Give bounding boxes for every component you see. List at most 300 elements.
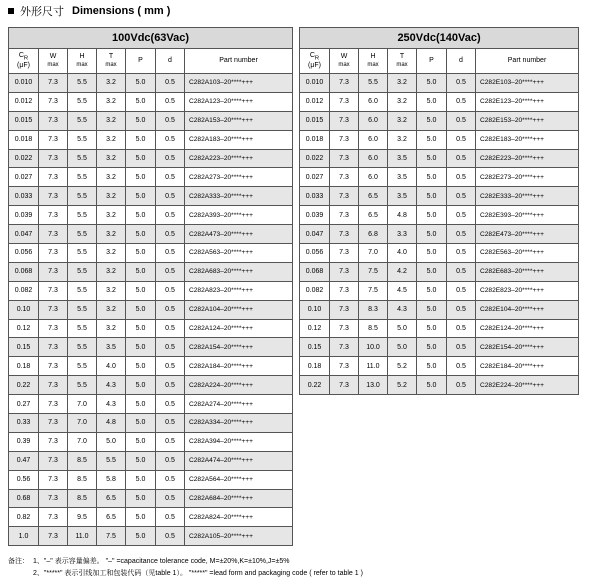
cell-height: 6.0 xyxy=(359,168,388,187)
cell-width: 7.3 xyxy=(39,432,68,451)
cell-capacitance: 1.0 xyxy=(9,527,39,546)
cell-width: 7.3 xyxy=(330,130,359,149)
cell-width: 7.3 xyxy=(39,168,68,187)
notes-label: 备注： xyxy=(8,558,29,565)
col-part-number: Part number xyxy=(476,49,579,74)
cell-part-number: C282E333–20****+++ xyxy=(476,187,579,206)
cell-pitch: 5.0 xyxy=(126,187,156,206)
cell-pitch: 5.0 xyxy=(417,357,447,376)
column-header-row xyxy=(300,49,579,74)
cell-capacitance: 0.12 xyxy=(9,319,39,338)
cell-lead-diameter: 0.5 xyxy=(156,206,185,225)
cell-capacitance: 0.010 xyxy=(9,74,39,93)
cell-capacitance: 0.039 xyxy=(300,206,330,225)
cell-width: 7.3 xyxy=(330,357,359,376)
cell-width: 7.3 xyxy=(39,376,68,395)
cell-width: 7.3 xyxy=(330,376,359,395)
column-header-row xyxy=(9,49,293,74)
col-width: W max xyxy=(39,49,68,74)
cell-thickness: 3.2 xyxy=(97,130,126,149)
cell-capacitance: 0.027 xyxy=(9,168,39,187)
cell-capacitance: 0.18 xyxy=(300,357,330,376)
cell-part-number: C282A153–20****+++ xyxy=(185,111,293,130)
cell-part-number: C282E154–20****+++ xyxy=(476,338,579,357)
cell-pitch: 5.0 xyxy=(126,451,156,470)
cell-capacitance: 0.068 xyxy=(300,262,330,281)
cell-thickness: 4.3 xyxy=(97,395,126,414)
dimension-table-250v xyxy=(299,27,579,395)
cell-lead-diameter: 0.5 xyxy=(156,300,185,319)
cell-height: 5.5 xyxy=(68,281,97,300)
cell-capacitance: 0.33 xyxy=(9,414,39,433)
cell-part-number: C282E153–20****+++ xyxy=(476,111,579,130)
cell-pitch: 5.0 xyxy=(417,92,447,111)
cell-part-number: C282A564–20****+++ xyxy=(185,470,293,489)
cell-width: 7.3 xyxy=(39,357,68,376)
cell-height: 11.0 xyxy=(359,357,388,376)
cell-pitch: 5.0 xyxy=(126,319,156,338)
cell-part-number: C282A154–20****+++ xyxy=(185,338,293,357)
cell-lead-diameter: 0.5 xyxy=(156,244,185,263)
cell-lead-diameter: 0.5 xyxy=(156,168,185,187)
cell-lead-diameter: 0.5 xyxy=(156,489,185,508)
col-width: W max xyxy=(330,49,359,74)
cell-lead-diameter: 0.5 xyxy=(156,111,185,130)
cell-height: 5.5 xyxy=(68,262,97,281)
cell-lead-diameter: 0.5 xyxy=(156,432,185,451)
col-height: H max xyxy=(359,49,388,74)
table-row xyxy=(9,262,293,281)
cell-thickness: 3.2 xyxy=(97,111,126,130)
cell-thickness: 5.0 xyxy=(388,338,417,357)
cell-part-number: C282E103–20****+++ xyxy=(476,74,579,93)
cell-thickness: 4.8 xyxy=(97,414,126,433)
cell-part-number: C282E393–20****+++ xyxy=(476,206,579,225)
cell-capacitance: 0.047 xyxy=(9,225,39,244)
cell-width: 7.3 xyxy=(39,262,68,281)
cell-part-number: C282E223–20****+++ xyxy=(476,149,579,168)
cell-part-number: C282A223–20****+++ xyxy=(185,149,293,168)
cell-pitch: 5.0 xyxy=(417,300,447,319)
cell-lead-diameter: 0.5 xyxy=(447,225,476,244)
table-row xyxy=(300,111,579,130)
cell-capacitance: 0.018 xyxy=(300,130,330,149)
cell-pitch: 5.0 xyxy=(417,338,447,357)
cell-width: 7.3 xyxy=(39,470,68,489)
cell-pitch: 5.0 xyxy=(126,357,156,376)
cell-part-number: C282E124–20****+++ xyxy=(476,319,579,338)
cell-thickness: 3.2 xyxy=(388,130,417,149)
cell-height: 6.5 xyxy=(359,206,388,225)
cell-part-number: C282A104–20****+++ xyxy=(185,300,293,319)
cell-part-number: C282E184–20****+++ xyxy=(476,357,579,376)
table-row xyxy=(300,130,579,149)
table-row xyxy=(9,414,293,433)
cell-thickness: 4.0 xyxy=(388,244,417,263)
cell-lead-diameter: 0.5 xyxy=(447,74,476,93)
cell-lead-diameter: 0.5 xyxy=(156,225,185,244)
cell-height: 11.0 xyxy=(68,527,97,546)
table-row xyxy=(9,187,293,206)
cell-pitch: 5.0 xyxy=(126,376,156,395)
table-row xyxy=(300,225,579,244)
cell-part-number: C282E683–20****+++ xyxy=(476,262,579,281)
cell-thickness: 4.3 xyxy=(388,300,417,319)
cell-thickness: 3.2 xyxy=(97,281,126,300)
table-row xyxy=(300,319,579,338)
cell-width: 7.3 xyxy=(330,92,359,111)
cell-lead-diameter: 0.5 xyxy=(447,319,476,338)
cell-width: 7.3 xyxy=(39,244,68,263)
cell-pitch: 5.0 xyxy=(417,168,447,187)
cell-part-number: C282A274–20****+++ xyxy=(185,395,293,414)
table-row xyxy=(9,489,293,508)
cell-height: 5.5 xyxy=(68,225,97,244)
cell-thickness: 3.5 xyxy=(388,168,417,187)
cell-pitch: 5.0 xyxy=(417,74,447,93)
cell-thickness: 3.2 xyxy=(97,168,126,187)
cell-lead-diameter: 0.5 xyxy=(447,376,476,395)
cell-lead-diameter: 0.5 xyxy=(156,281,185,300)
cell-pitch: 5.0 xyxy=(417,225,447,244)
cell-height: 13.0 xyxy=(359,376,388,395)
table-row xyxy=(9,338,293,357)
table-row xyxy=(9,470,293,489)
cell-lead-diameter: 0.5 xyxy=(447,281,476,300)
cell-part-number: C282A563–20****+++ xyxy=(185,244,293,263)
cell-thickness: 3.2 xyxy=(388,92,417,111)
cell-width: 7.3 xyxy=(39,187,68,206)
cell-pitch: 5.0 xyxy=(126,262,156,281)
col-height: H max xyxy=(68,49,97,74)
cell-height: 5.5 xyxy=(68,244,97,263)
table-row xyxy=(300,338,579,357)
cell-height: 7.0 xyxy=(359,244,388,263)
cell-height: 7.0 xyxy=(68,414,97,433)
dimension-table-100v xyxy=(8,27,293,546)
table-row xyxy=(9,74,293,93)
table-row xyxy=(9,244,293,263)
cell-width: 7.3 xyxy=(330,300,359,319)
table-row xyxy=(9,376,293,395)
heading-cn: 外形尺寸 xyxy=(20,6,64,18)
cell-pitch: 5.0 xyxy=(126,244,156,263)
cell-pitch: 5.0 xyxy=(417,187,447,206)
cell-width: 7.3 xyxy=(330,319,359,338)
cell-part-number: C282A393–20****+++ xyxy=(185,206,293,225)
cell-lead-diameter: 0.5 xyxy=(156,376,185,395)
cell-pitch: 5.0 xyxy=(417,149,447,168)
cell-pitch: 5.0 xyxy=(126,414,156,433)
cell-width: 7.3 xyxy=(330,225,359,244)
cell-width: 7.3 xyxy=(39,74,68,93)
cell-part-number: C282E563–20****+++ xyxy=(476,244,579,263)
section-heading xyxy=(8,4,170,18)
cell-capacitance: 0.82 xyxy=(9,508,39,527)
cell-width: 7.3 xyxy=(39,111,68,130)
cell-thickness: 4.5 xyxy=(388,281,417,300)
cell-height: 5.5 xyxy=(68,187,97,206)
cell-thickness: 3.2 xyxy=(97,92,126,111)
cell-lead-diameter: 0.5 xyxy=(156,451,185,470)
cell-thickness: 3.2 xyxy=(97,225,126,244)
cell-capacitance: 0.056 xyxy=(300,244,330,263)
cell-part-number: C282E104–20****+++ xyxy=(476,300,579,319)
cell-lead-diameter: 0.5 xyxy=(447,187,476,206)
cell-width: 7.3 xyxy=(39,338,68,357)
cell-capacitance: 0.015 xyxy=(300,111,330,130)
cell-part-number: C282A684–20****+++ xyxy=(185,489,293,508)
table-title: 250Vdc(140Vac) xyxy=(300,28,579,49)
cell-thickness: 4.3 xyxy=(97,376,126,395)
cell-height: 7.5 xyxy=(359,262,388,281)
cell-thickness: 3.2 xyxy=(97,206,126,225)
cell-width: 7.3 xyxy=(39,92,68,111)
cell-height: 7.0 xyxy=(68,395,97,414)
cell-pitch: 5.0 xyxy=(126,149,156,168)
cell-height: 7.0 xyxy=(68,432,97,451)
cell-width: 7.3 xyxy=(39,395,68,414)
cell-pitch: 5.0 xyxy=(126,470,156,489)
cell-height: 5.5 xyxy=(68,319,97,338)
cell-thickness: 3.2 xyxy=(97,187,126,206)
cell-width: 7.3 xyxy=(39,130,68,149)
table-row xyxy=(300,187,579,206)
cell-height: 8.5 xyxy=(68,470,97,489)
cell-pitch: 5.0 xyxy=(126,281,156,300)
table-row xyxy=(9,130,293,149)
note-1: 1、"–" 表示容量偏差。 "–" =capacitance tolerance code, M=±20%,K=±10%,J=±5% xyxy=(33,558,290,565)
cell-pitch: 5.0 xyxy=(126,508,156,527)
cell-pitch: 5.0 xyxy=(126,489,156,508)
cell-height: 5.5 xyxy=(68,357,97,376)
cell-lead-diameter: 0.5 xyxy=(447,300,476,319)
cell-part-number: C282A105–20****+++ xyxy=(185,527,293,546)
cell-capacitance: 0.015 xyxy=(9,111,39,130)
cell-capacitance: 0.047 xyxy=(300,225,330,244)
col-capacitance: $C_R$ (μF) xyxy=(300,49,330,74)
cell-height: 8.5 xyxy=(68,451,97,470)
cell-thickness: 3.2 xyxy=(97,74,126,93)
cell-pitch: 5.0 xyxy=(126,206,156,225)
cell-width: 7.3 xyxy=(39,319,68,338)
cell-lead-diameter: 0.5 xyxy=(156,92,185,111)
cell-thickness: 3.3 xyxy=(388,225,417,244)
cell-part-number: C282A823–20****+++ xyxy=(185,281,293,300)
cell-part-number: C282A273–20****+++ xyxy=(185,168,293,187)
table-row xyxy=(9,168,293,187)
cell-capacitance: 0.12 xyxy=(300,319,330,338)
cell-lead-diameter: 0.5 xyxy=(156,470,185,489)
cell-part-number: C282E473–20****+++ xyxy=(476,225,579,244)
cell-lead-diameter: 0.5 xyxy=(447,130,476,149)
cell-width: 7.3 xyxy=(330,338,359,357)
cell-lead-diameter: 0.5 xyxy=(156,130,185,149)
cell-capacitance: 0.56 xyxy=(9,470,39,489)
cell-height: 6.0 xyxy=(359,149,388,168)
cell-thickness: 6.5 xyxy=(97,508,126,527)
cell-lead-diameter: 0.5 xyxy=(447,244,476,263)
cell-width: 7.3 xyxy=(39,451,68,470)
cell-capacitance: 0.27 xyxy=(9,395,39,414)
cell-part-number: C282E183–20****+++ xyxy=(476,130,579,149)
cell-lead-diameter: 0.5 xyxy=(156,262,185,281)
cell-thickness: 7.5 xyxy=(97,527,126,546)
cell-capacitance: 0.039 xyxy=(9,206,39,225)
cell-pitch: 5.0 xyxy=(417,111,447,130)
cell-lead-diameter: 0.5 xyxy=(447,168,476,187)
cell-capacitance: 0.068 xyxy=(9,262,39,281)
cell-capacitance: 0.022 xyxy=(9,149,39,168)
note-2: 2、"*****" 表示引线加工和包装代码（见table 1）。 "*****" =lead form and packaging code ( refer to table 1 ) xyxy=(33,570,363,577)
cell-capacitance: 0.022 xyxy=(300,149,330,168)
cell-height: 8.5 xyxy=(359,319,388,338)
cell-lead-diameter: 0.5 xyxy=(447,357,476,376)
cell-height: 5.5 xyxy=(68,376,97,395)
cell-thickness: 5.2 xyxy=(388,357,417,376)
cell-thickness: 5.0 xyxy=(388,319,417,338)
cell-pitch: 5.0 xyxy=(126,92,156,111)
table-row xyxy=(300,376,579,395)
cell-height: 7.5 xyxy=(359,281,388,300)
table-row xyxy=(9,527,293,546)
cell-capacitance: 0.47 xyxy=(9,451,39,470)
square-bullet-icon xyxy=(8,8,14,14)
cell-part-number: C282A333–20****+++ xyxy=(185,187,293,206)
cell-height: 5.5 xyxy=(68,149,97,168)
cell-part-number: C282E123–20****+++ xyxy=(476,92,579,111)
cell-part-number: C282A474–20****+++ xyxy=(185,451,293,470)
cell-capacitance: 0.010 xyxy=(300,74,330,93)
cell-lead-diameter: 0.5 xyxy=(156,149,185,168)
cell-height: 5.5 xyxy=(68,300,97,319)
cell-width: 7.3 xyxy=(39,414,68,433)
cell-width: 7.3 xyxy=(330,281,359,300)
cell-pitch: 5.0 xyxy=(126,527,156,546)
cell-pitch: 5.0 xyxy=(417,319,447,338)
table-row xyxy=(9,92,293,111)
cell-thickness: 5.2 xyxy=(388,376,417,395)
col-thickness: T max xyxy=(97,49,126,74)
cell-thickness: 3.2 xyxy=(97,319,126,338)
cell-lead-diameter: 0.5 xyxy=(156,74,185,93)
cell-thickness: 4.8 xyxy=(388,206,417,225)
table-row xyxy=(300,168,579,187)
table-row xyxy=(300,281,579,300)
cell-height: 5.5 xyxy=(68,206,97,225)
table-row xyxy=(9,319,293,338)
cell-thickness: 3.2 xyxy=(97,149,126,168)
cell-thickness: 3.2 xyxy=(388,74,417,93)
cell-capacitance: 0.033 xyxy=(300,187,330,206)
footnotes xyxy=(8,556,363,580)
cell-part-number: C282A473–20****+++ xyxy=(185,225,293,244)
cell-capacitance: 0.027 xyxy=(300,168,330,187)
cell-capacitance: 0.056 xyxy=(9,244,39,263)
table-row xyxy=(9,225,293,244)
cell-capacitance: 0.012 xyxy=(300,92,330,111)
cell-lead-diameter: 0.5 xyxy=(156,319,185,338)
table-row xyxy=(9,300,293,319)
cell-thickness: 4.2 xyxy=(388,262,417,281)
table-row xyxy=(300,262,579,281)
cell-width: 7.3 xyxy=(39,300,68,319)
col-part-number: Part number xyxy=(185,49,293,74)
cell-part-number: C282A184–20****+++ xyxy=(185,357,293,376)
cell-pitch: 5.0 xyxy=(417,244,447,263)
col-lead-diameter: d xyxy=(447,49,476,74)
table-row xyxy=(9,357,293,376)
cell-part-number: C282A224–20****+++ xyxy=(185,376,293,395)
cell-part-number: C282E224–20****+++ xyxy=(476,376,579,395)
cell-width: 7.3 xyxy=(330,168,359,187)
cell-thickness: 3.5 xyxy=(388,187,417,206)
cell-lead-diameter: 0.5 xyxy=(156,414,185,433)
cell-width: 7.3 xyxy=(39,508,68,527)
cell-pitch: 5.0 xyxy=(417,376,447,395)
cell-thickness: 3.2 xyxy=(97,262,126,281)
cell-height: 5.5 xyxy=(68,74,97,93)
table-row xyxy=(9,395,293,414)
table-row xyxy=(9,508,293,527)
cell-height: 5.5 xyxy=(68,130,97,149)
cell-capacitance: 0.10 xyxy=(9,300,39,319)
cell-height: 5.5 xyxy=(68,92,97,111)
table-row xyxy=(300,149,579,168)
table-title: 100Vdc(63Vac) xyxy=(9,28,293,49)
cell-height: 9.5 xyxy=(68,508,97,527)
cell-thickness: 5.5 xyxy=(97,451,126,470)
cell-lead-diameter: 0.5 xyxy=(156,187,185,206)
cell-height: 6.8 xyxy=(359,225,388,244)
table-row xyxy=(300,300,579,319)
cell-lead-diameter: 0.5 xyxy=(156,527,185,546)
cell-thickness: 3.5 xyxy=(388,149,417,168)
cell-thickness: 3.2 xyxy=(97,244,126,263)
cell-height: 6.0 xyxy=(359,92,388,111)
cell-part-number: C282E273–20****+++ xyxy=(476,168,579,187)
col-pitch: P xyxy=(126,49,156,74)
cell-thickness: 4.0 xyxy=(97,357,126,376)
cell-width: 7.3 xyxy=(39,206,68,225)
cell-height: 5.5 xyxy=(68,111,97,130)
cell-part-number: C282A394–20****+++ xyxy=(185,432,293,451)
cell-pitch: 5.0 xyxy=(417,262,447,281)
cell-pitch: 5.0 xyxy=(126,432,156,451)
cell-lead-diameter: 0.5 xyxy=(156,508,185,527)
cell-lead-diameter: 0.5 xyxy=(447,262,476,281)
cell-width: 7.3 xyxy=(330,244,359,263)
col-lead-diameter: d xyxy=(156,49,185,74)
cell-lead-diameter: 0.5 xyxy=(156,395,185,414)
cell-width: 7.3 xyxy=(330,262,359,281)
cell-width: 7.3 xyxy=(330,187,359,206)
cell-thickness: 6.5 xyxy=(97,489,126,508)
cell-pitch: 5.0 xyxy=(417,206,447,225)
cell-thickness: 5.0 xyxy=(97,432,126,451)
table-row xyxy=(300,92,579,111)
table-row xyxy=(300,206,579,225)
cell-part-number: C282A103–20****+++ xyxy=(185,74,293,93)
cell-pitch: 5.0 xyxy=(126,395,156,414)
col-capacitance: $C_R$ (μF) xyxy=(9,49,39,74)
cell-pitch: 5.0 xyxy=(126,168,156,187)
cell-capacitance: 0.15 xyxy=(300,338,330,357)
table-row xyxy=(9,206,293,225)
cell-width: 7.3 xyxy=(39,281,68,300)
cell-capacitance: 0.033 xyxy=(9,187,39,206)
cell-capacitance: 0.22 xyxy=(9,376,39,395)
